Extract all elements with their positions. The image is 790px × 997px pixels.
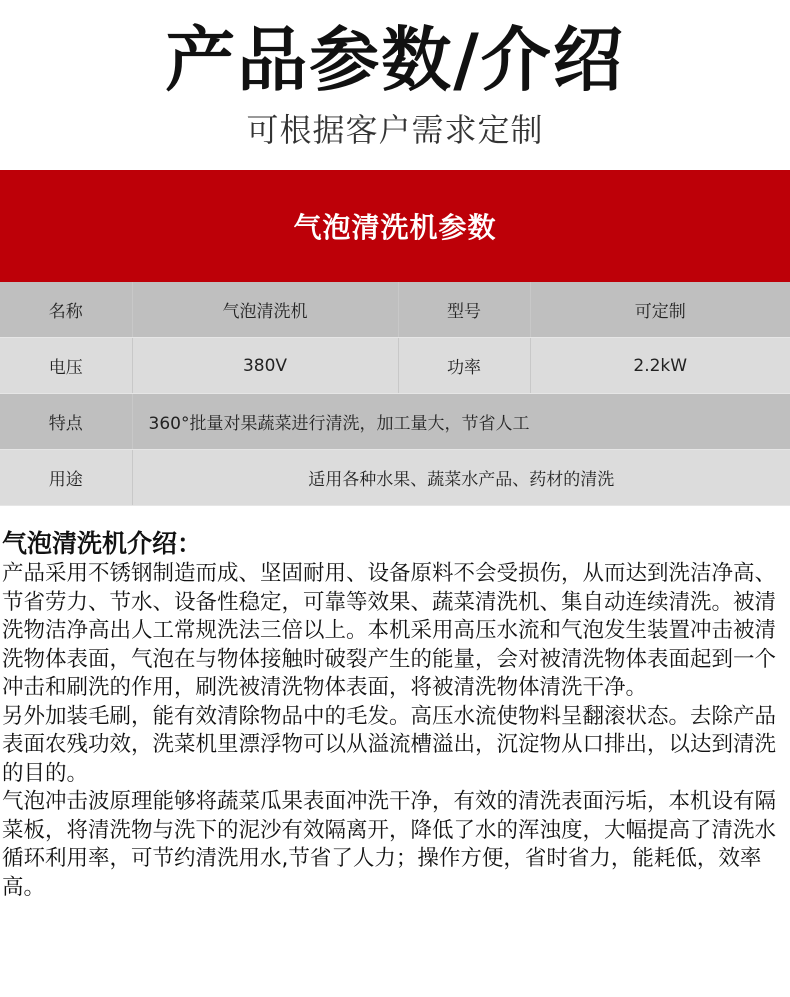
page-subtitle: 可根据客户需求定制: [246, 111, 544, 149]
table-row: [0, 338, 790, 394]
spec-label-voltage: 电压: [0, 338, 132, 394]
spec-value-name: 气泡清洗机: [132, 282, 398, 338]
intro-section: [2, 528, 790, 902]
spec-value-power: 2.2kW: [530, 338, 790, 394]
spec-table: [0, 282, 790, 506]
spec-banner-title: 气泡清洗机参数: [293, 211, 497, 244]
spec-label-model: 型号: [398, 282, 530, 338]
page-title: 产品参数/介绍: [165, 19, 625, 101]
spec-value-voltage: 380V: [132, 338, 398, 394]
spec-value-features: 360°批量对果蔬菜进行清洗，加工量大，节省人工: [132, 394, 790, 450]
intro-paragraph: 气泡冲击波原理能够将蔬菜瓜果表面冲洗干净，有效的清洗表面污垢，本机设有隔菜板，将清洗物与洗下的泥沙有效隔离开，降低了水的浑浊度，大幅提高了清洗水循环利用率，可节约清洗用水,节省了人力；操作方便，省时省力，能耗低，效率高。: [2, 789, 777, 900]
table-row: [0, 394, 790, 450]
intro-paragraph: 产品采用不锈钢制造而成、坚固耐用、设备原料不会受损伤，从而达到洗洁净高、节省劳力、节水、设备性稳定，可靠等效果、蔬菜清洗机、集自动连续清洗。被清洗物洁净高出人工常规洗法三倍以上。本机采用高压水流和气泡发生装置冲击被清洗物体表面，气泡在与物体接触时破裂产生的能量，会对被清洗物体表面起到一个冲击和刷洗的作用，刷洗被清洗物体表面，将被清洗物体清洗干净。: [2, 561, 777, 700]
spec-value-usage: 适用各种水果、蔬菜水产品、药材的清洗: [132, 450, 790, 506]
spec-banner: [0, 170, 790, 282]
spec-label-usage: 用途: [0, 450, 132, 506]
spec-value-model: 可定制: [530, 282, 790, 338]
spec-label-features: 特点: [0, 394, 132, 450]
table-row: [0, 450, 790, 506]
table-row: [0, 282, 790, 338]
intro-paragraph: 另外加装毛刷，能有效清除物品中的毛发。高压水流使物料呈翻滚状态。去除产品表面农残功效，洗菜机里漂浮物可以从溢流槽溢出，沉淀物从口排出，以达到清洗的目的。: [2, 703, 777, 786]
spec-label-power: 功率: [398, 338, 530, 394]
intro-heading: 气泡清洗机介绍：: [2, 529, 203, 558]
spec-label-name: 名称: [0, 282, 132, 338]
